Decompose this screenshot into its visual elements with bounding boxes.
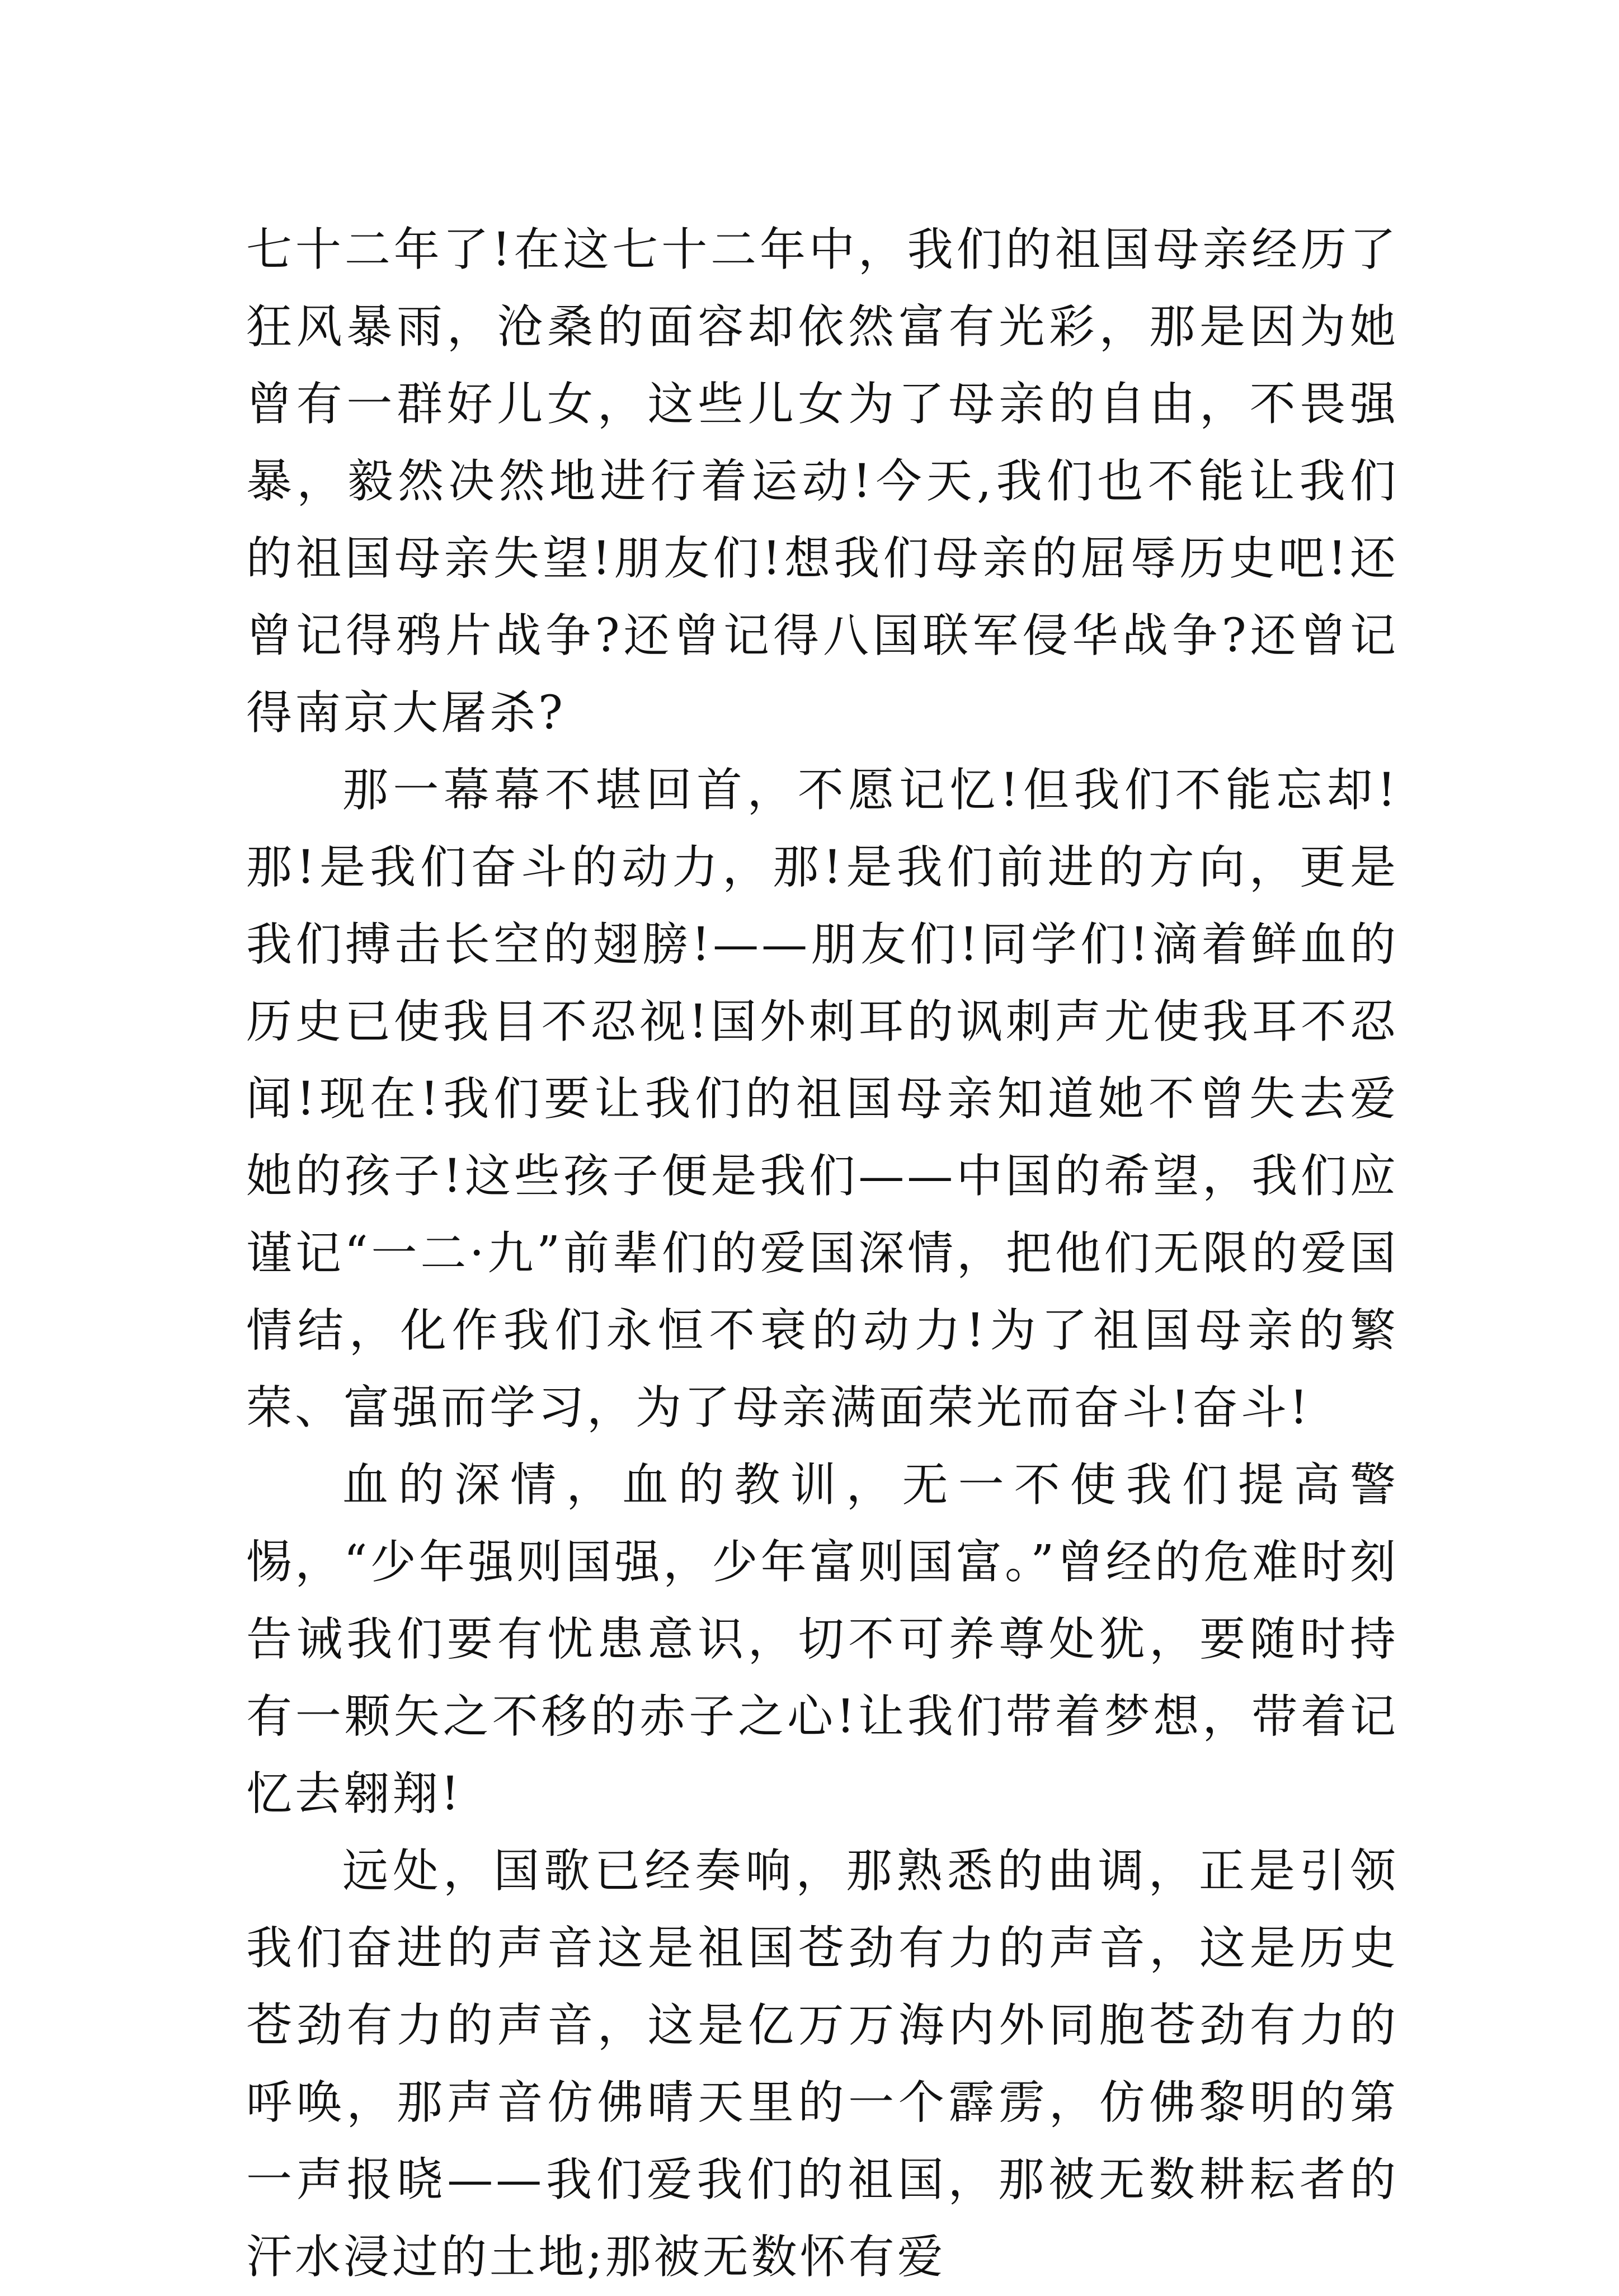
paragraph-3: 血的深情，血的教训，无一不使我们提高警惕，“少年强则国强，少年富则国富。”曾经的危难时刻告诫我们要有忧患意识，切不可养尊处犹，要随时持有一颗矢之不移的赤子之心!让我们带着梦想，带着记忆去翱翔!: [246, 1458, 1399, 1820]
paragraph-4: 远处，国歌已经奏响，那熟悉的曲调，正是引领我们奋进的声音这是祖国苍劲有力的声音，这是历史苍劲有力的声音，这是亿万万海内外同胞苍劲有力的呼唤，那声音仿佛晴天里的一个霹雳，仿佛黎明的第一声报晓——我们爱我们的祖国，那被无数耕耘者的汗水浸过的土地;那被无数怀有爱: [246, 1845, 1399, 2284]
paragraph-1: 七十二年了!在这七十二年中，我们的祖国母亲经历了狂风暴雨，沧桑的面容却依然富有光彩，那是因为她曾有一群好儿女，这些儿女为了母亲的自由，不畏强暴，毅然决然地进行着运动!今天,我们也不能让我们的祖国母亲失望!朋友们!想我们母亲的屈辱历史吧!还曾记得鸦片战争?还曾记得八国联军侵华战争?还曾记得南京大屠杀?: [246, 223, 1399, 740]
document-body: [246, 211, 1399, 2296]
paragraph-2: 那一幕幕不堪回首，不愿记忆!但我们不能忘却!那!是我们奋斗的动力，那!是我们前进的方向，更是我们搏击长空的翅膀!——朋友们!同学们!滴着鲜血的历史已使我目不忍视!国外刺耳的讽刺声尤使我耳不忍闻!现在!我们要让我们的祖国母亲知道她不曾失去爱她的孩子!这些孩子便是我们——中国的希望，我们应谨记“一二·九”前辈们的爱国深情，把他们无限的爱国情结，化作我们永恒不衰的动力!为了祖国母亲的繁荣、富强而学习，为了母亲满面荣光而奋斗!奋斗!: [246, 764, 1399, 1434]
